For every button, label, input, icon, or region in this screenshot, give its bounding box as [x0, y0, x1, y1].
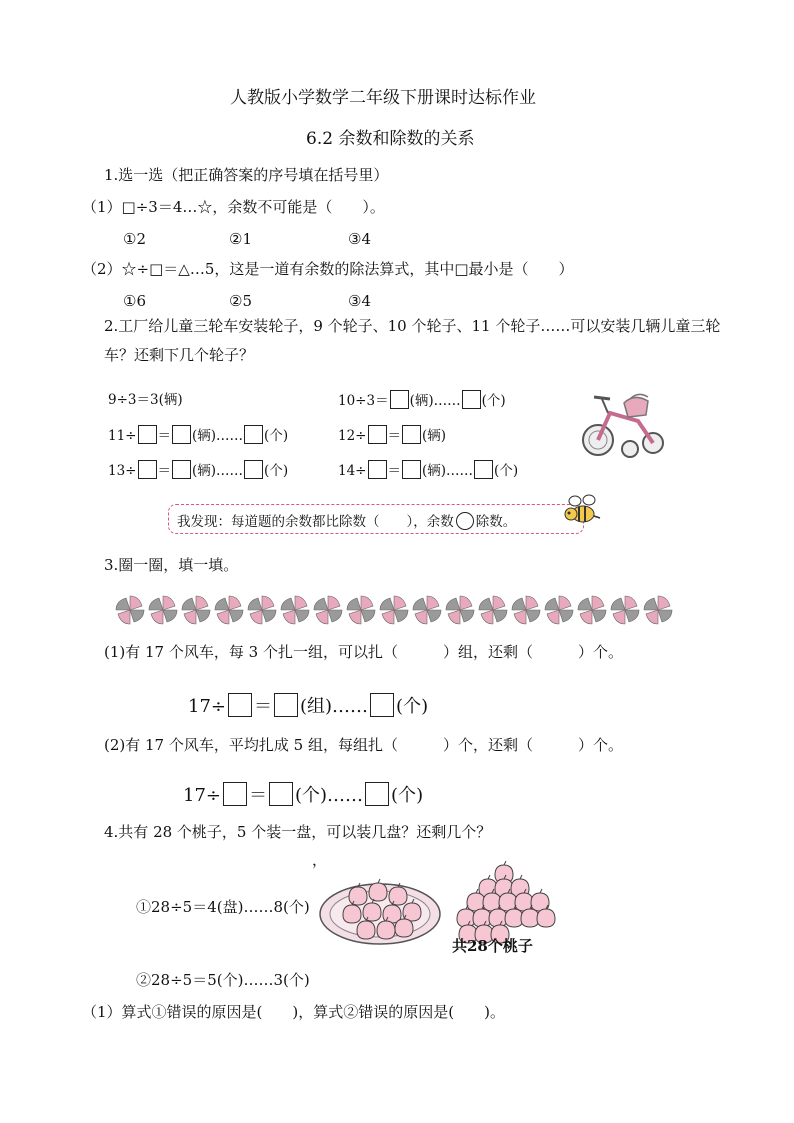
- answer-box[interactable]: [269, 782, 293, 806]
- answer-box[interactable]: [402, 460, 421, 479]
- eq-text: (辆)……: [192, 428, 244, 444]
- q4-part1: （1）算式①错误的原因是( )，算式②错误的原因是( )。: [82, 1003, 505, 1021]
- q2-stem-line1: 2.工厂给儿童三轮车安装轮子，9 个轮子、10 个轮子、11 个轮子……可以安装几辆儿童三轮: [104, 317, 721, 335]
- eq-text: 14÷: [338, 463, 367, 479]
- answer-box[interactable]: [223, 782, 247, 806]
- page-subtitle: 6.2 余数和除数的关系: [306, 129, 475, 149]
- eq-text: 13÷: [108, 463, 137, 479]
- answer-box[interactable]: [244, 425, 263, 444]
- q1-part1: （1）□÷3＝4…☆，余数不可能是（ ）。: [82, 198, 385, 216]
- eq-text: (组)……: [300, 696, 369, 717]
- eq-text: (个): [396, 696, 429, 717]
- peach-icon: [369, 879, 387, 901]
- q2-equation-10: [338, 390, 506, 411]
- q3-equation-1: [188, 693, 428, 717]
- q1-part2-option-b: ②5: [229, 292, 252, 310]
- eq-text: 10÷3＝: [338, 393, 389, 409]
- peach-caption: 共28个桃子: [452, 937, 533, 955]
- answer-box[interactable]: [365, 782, 389, 806]
- answer-box[interactable]: [228, 693, 252, 717]
- q2-stem-line2: 车？还剩下几个轮子？: [104, 346, 255, 364]
- q2-equation-13: [108, 460, 288, 481]
- eq-text: (个): [391, 785, 424, 806]
- q1-part2: （2）☆÷□＝△…5，这是一道有余数的除法算式，其中□最小是（ ）: [82, 260, 574, 278]
- eq-text: (辆)……: [192, 463, 244, 479]
- eq-text: 12÷: [338, 428, 367, 444]
- eq-text: ＝: [387, 463, 401, 479]
- answer-box[interactable]: [402, 425, 421, 444]
- eq-text: 17÷: [183, 785, 221, 806]
- discovery-text-a: 我发现：每道题的余数都比除数（ ），余数: [177, 514, 454, 530]
- eq-text: ＝: [249, 785, 267, 806]
- q4-stray-mark: ，: [312, 851, 328, 869]
- eq-text: ＝: [254, 696, 272, 717]
- answer-box[interactable]: [370, 693, 394, 717]
- answer-box[interactable]: [172, 425, 191, 444]
- pinwheel-row: [114, 590, 684, 630]
- q1-stem: 1.选一选（把正确答案的序号填在括号里）: [104, 166, 389, 184]
- pinwheel-icon[interactable]: [182, 596, 210, 624]
- q1-part1-option-b: ②1: [229, 230, 252, 248]
- eq-text: (辆)……: [409, 393, 461, 409]
- q2-equation-12: [338, 425, 446, 446]
- pinwheel-icon[interactable]: [545, 596, 573, 624]
- pinwheel-icon[interactable]: [578, 596, 606, 624]
- answer-box[interactable]: [368, 425, 387, 444]
- q3-equation-2: [183, 782, 423, 806]
- answer-box[interactable]: [244, 460, 263, 479]
- answer-box[interactable]: [172, 460, 191, 479]
- eq-text: ＝: [387, 428, 401, 444]
- eq-text: 11÷: [108, 428, 137, 444]
- answer-box[interactable]: [138, 460, 157, 479]
- pinwheel-icon[interactable]: [248, 596, 276, 624]
- q3-part1: (1)有 17 个风车，每 3 个扎一组，可以扎（ ）组，还剩（ ）个。: [104, 643, 623, 661]
- eq-text: (辆)……: [422, 463, 474, 479]
- q4-stem: 4.共有 28 个桃子，5 个装一盘，可以装几盘？还剩几个？: [104, 823, 492, 841]
- compare-circle[interactable]: [456, 512, 474, 530]
- answer-box[interactable]: [274, 693, 298, 717]
- eq-text: ＝: [157, 463, 171, 479]
- eq-text: (个): [264, 463, 289, 479]
- pinwheel-icon[interactable]: [215, 596, 243, 624]
- pinwheel-icon[interactable]: [611, 596, 639, 624]
- answer-box[interactable]: [138, 425, 157, 444]
- pinwheel-icon[interactable]: [347, 596, 375, 624]
- pinwheel-icon[interactable]: [116, 596, 144, 624]
- pinwheel-icon[interactable]: [380, 596, 408, 624]
- q2-equation-9: 9÷3＝3(辆): [108, 392, 183, 408]
- discovery-text-b: 除数。: [475, 514, 517, 530]
- bee-icon: [563, 492, 603, 526]
- answer-box[interactable]: [390, 390, 409, 409]
- answer-box[interactable]: [474, 460, 493, 479]
- tricycle-illustration: [578, 385, 668, 465]
- answer-box[interactable]: [368, 460, 387, 479]
- eq-text: (个): [481, 393, 506, 409]
- q2-equation-14: [338, 460, 518, 481]
- pinwheel-icon[interactable]: [149, 596, 177, 624]
- pinwheel-icon[interactable]: [512, 596, 540, 624]
- discovery-box: [168, 504, 584, 534]
- q1-part1-option-c: ③4: [348, 230, 371, 248]
- pinwheel-icon[interactable]: [479, 596, 507, 624]
- eq-text: (辆): [422, 428, 447, 444]
- q1-part2-option-c: ③4: [348, 292, 371, 310]
- page-title: 人教版小学数学二年级下册课时达标作业: [230, 88, 536, 108]
- q4-option-2: ②28÷5＝5(个)……3(个): [136, 971, 310, 989]
- pinwheel-icon[interactable]: [314, 596, 342, 624]
- eq-text: (个)……: [295, 785, 364, 806]
- q3-stem: 3.圈一圈，填一填。: [104, 556, 239, 574]
- q1-part2-option-a: ①6: [123, 292, 146, 310]
- discovery-text: [177, 510, 516, 530]
- eq-text: (个): [494, 463, 519, 479]
- pinwheel-icon[interactable]: [644, 596, 672, 624]
- pinwheel-icon[interactable]: [446, 596, 474, 624]
- eq-text: 17÷: [188, 696, 226, 717]
- pinwheel-icon[interactable]: [281, 596, 309, 624]
- pinwheel-icon[interactable]: [413, 596, 441, 624]
- eq-text: ＝: [157, 428, 171, 444]
- eq-text: (个): [264, 428, 289, 444]
- q1-part1-option-a: ①2: [123, 230, 146, 248]
- q3-part2: (2)有 17 个风车，平均扎成 5 组，每组扎（ ）个，还剩（ ）个。: [104, 736, 623, 754]
- answer-box[interactable]: [462, 390, 481, 409]
- q4-option-1: ①28÷5＝4(盘)……8(个): [136, 898, 310, 916]
- q2-equation-11: [108, 425, 288, 446]
